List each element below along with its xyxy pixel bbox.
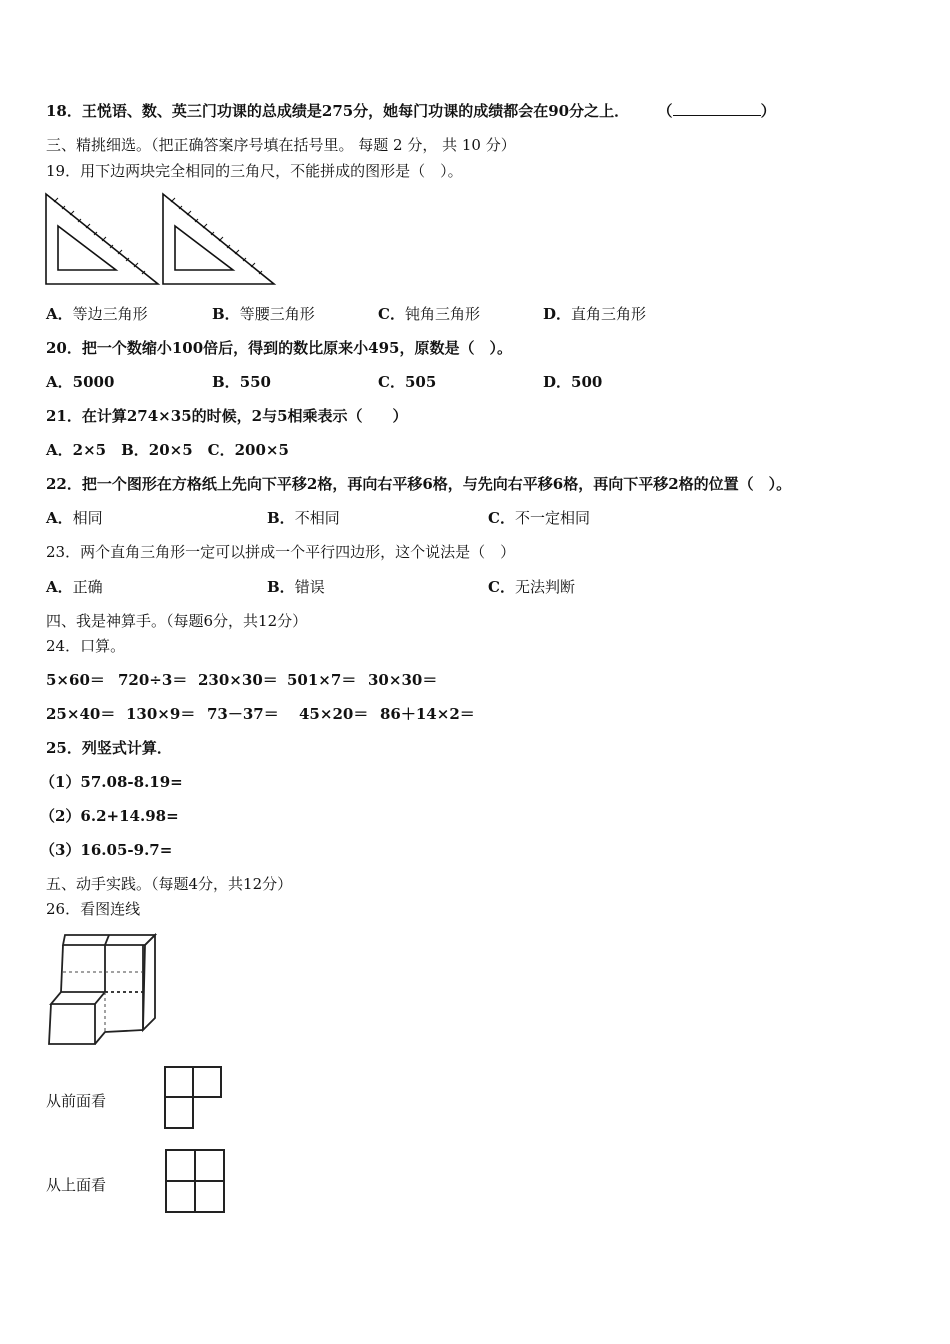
vertical-calc-item: （2）6.2+14.98= [40,807,179,825]
q23-option-c[interactable]: C．无法判断 [488,578,575,596]
q20-option-b[interactable]: B．550 [212,373,271,391]
front-view-figure [163,1065,225,1131]
question-24: 24．口算。 [46,637,126,655]
q20-option-d[interactable]: D．500 [543,373,603,391]
section-5-title: 五、动手实践。（每题4分，共12分） [46,875,293,893]
section-4-title: 四、我是神算手。（每题6分，共12分） [46,612,308,630]
q22-option-b[interactable]: B．不相同 [267,509,340,527]
question-26: 26．看图连线 [46,900,141,918]
calc-item: 86＋14×2＝ [380,705,475,723]
calc-item: 501×7＝ [287,671,357,689]
calc-item: 230×30＝ [198,671,278,689]
paren-open: （ [657,102,673,120]
cube-stack-figure [45,932,160,1050]
paren-close: ） [760,102,776,120]
calc-item: 25×40＝ [46,705,116,723]
q19-option-a[interactable]: A．等边三角形 [46,305,148,323]
answer-blank[interactable] [673,101,761,116]
question-20: 20．把一个数缩小100倍后，得到的数比原来小495，原数是（ ）。 [46,339,512,357]
q21-options[interactable]: A．2×5 B．20×5 C．200×5 [46,441,289,459]
q22-option-c[interactable]: C．不一定相同 [488,509,590,527]
question-22: 22．把一个图形在方格纸上先向下平移2格，再向右平移6格，与先向右平移6格，再向下平移2格的位置（ ）。 [46,475,792,493]
calc-item: 45×20＝ [299,705,369,723]
question-18-text: 18．王悦语、数、英三门功课的总成绩是275分，她每门功课的成绩都会在90分之上． [46,102,630,120]
q22-option-a[interactable]: A．相同 [46,509,103,527]
set-square-left [46,194,158,284]
set-squares-figure [44,190,284,290]
question-23: 23．两个直角三角形一定可以拼成一个平行四边形，这个说法是（ ） [46,543,516,561]
q19-option-b[interactable]: B．等腰三角形 [212,305,315,323]
q20-option-c[interactable]: C．505 [378,373,437,391]
set-square-right [163,194,274,284]
label-top-view: 从上面看 [46,1176,107,1194]
calc-item: 720÷3＝ [118,671,188,689]
q19-option-d[interactable]: D．直角三角形 [543,305,647,323]
vertical-calc-item: （1）57.08-8.19= [40,773,183,791]
q19-option-c[interactable]: C．钝角三角形 [378,305,480,323]
calc-item: 30×30＝ [368,671,438,689]
calc-item: 5×60＝ [46,671,105,689]
q20-option-a[interactable]: A．5000 [46,373,115,391]
q23-option-a[interactable]: A．正确 [46,578,103,596]
q23-option-b[interactable]: B．错误 [267,578,325,596]
label-front-view: 从前面看 [46,1092,107,1110]
calc-item: 73－37＝ [207,705,279,723]
top-view-figure [164,1148,228,1216]
question-25: 25．列竖式计算． [46,739,172,757]
calc-item: 130×9＝ [126,705,196,723]
question-21: 21．在计算274×35的时候，2与5相乘表示（ ） [46,407,408,425]
question-18 [46,101,776,121]
section-3-title: 三、精挑细选。（把正确答案序号填在括号里。 每题 2 分， 共 10 分） [46,136,516,154]
vertical-calc-item: （3）16.05-9.7= [40,841,173,859]
question-19: 19．用下边两块完全相同的三角尺，不能拼成的图形是（ ）。 [46,162,463,180]
